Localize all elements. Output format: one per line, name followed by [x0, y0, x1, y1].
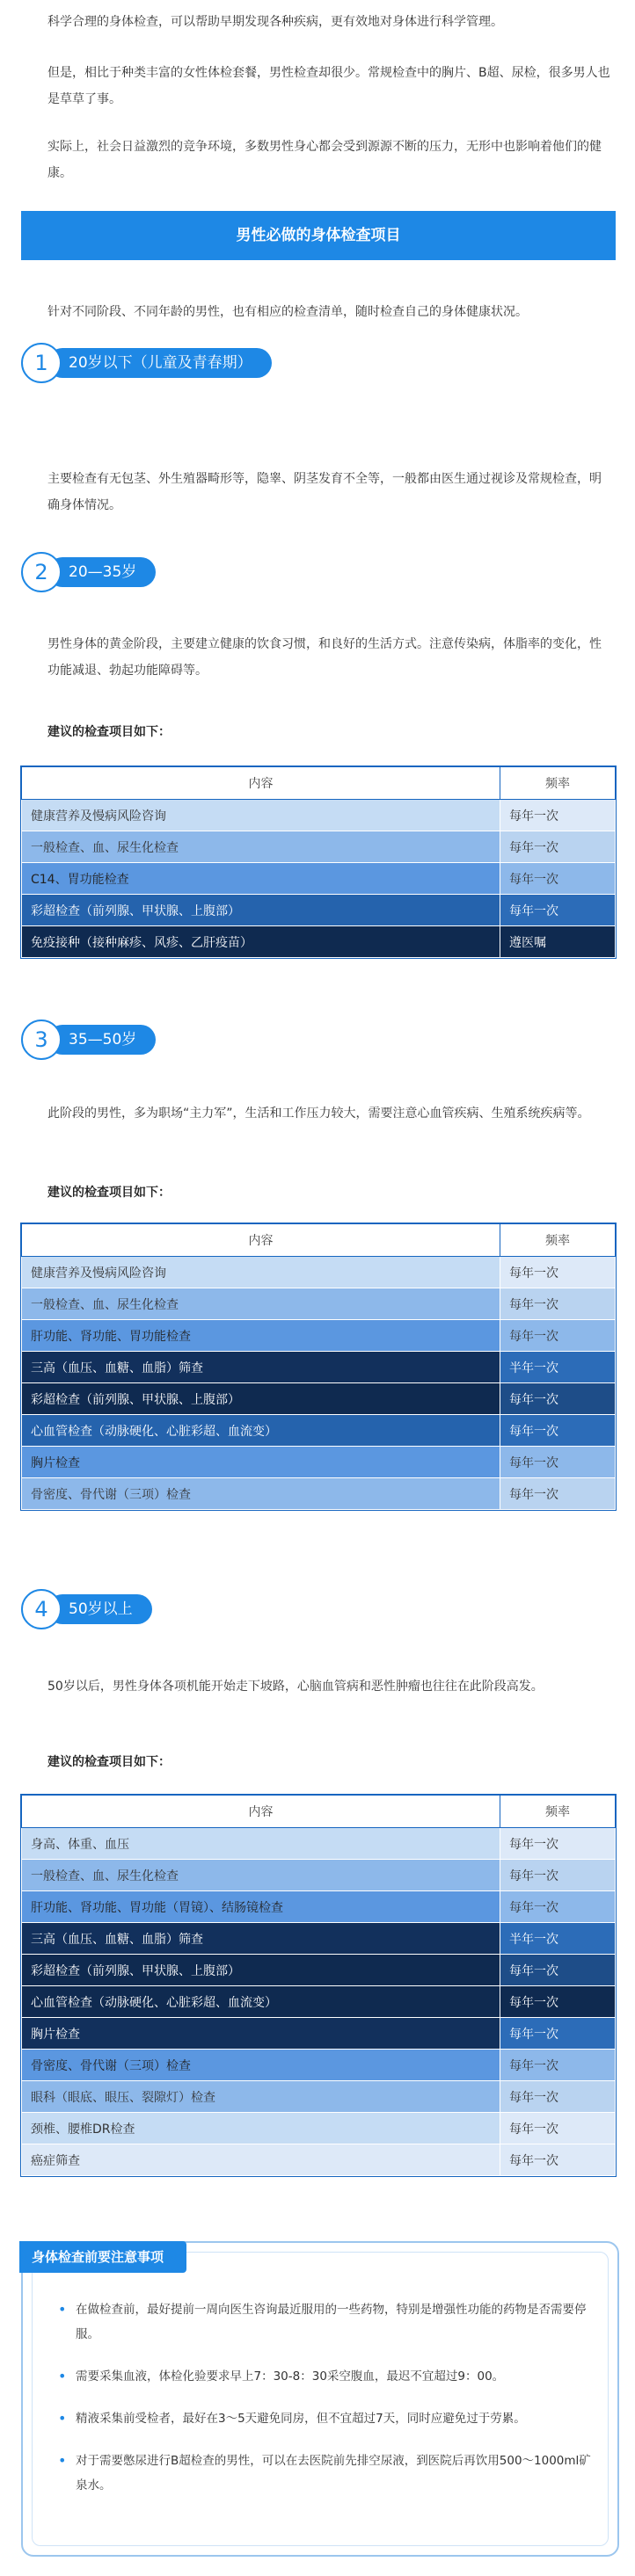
table-row	[22, 831, 616, 863]
section-desc-3: 此阶段的男性，多为职场“主力军”，生活和工作压力较大，需要注意心血管疾病、生殖系统疾病等。	[47, 1107, 590, 1121]
section-banner: 男性必做的身体检查项目	[21, 211, 616, 260]
table-header-row	[22, 1224, 616, 1257]
item-cell: 胸片检查	[22, 1447, 500, 1478]
item-cell: 骨密度、骨代谢（三项）检查	[22, 1478, 500, 1510]
notice-box	[21, 2241, 619, 2557]
section-number-3: 3	[21, 1020, 62, 1060]
intro-paragraph-3: 实际上，社会日益激烈的竞争环境，多数男性身心都会受到源源不断的压力，无形中也影响着他们的健康。	[47, 140, 602, 180]
exam-table-20-35	[21, 766, 616, 958]
notice-item: • 需要采集血液，体检化验要求早上7：30-8：30采空腹血，最迟不宜超过9：00。	[58, 2364, 595, 2389]
item-cell: 三高（血压、血糖、血脂）筛查	[22, 1352, 500, 1383]
item-cell: C14、胃功能检查	[22, 863, 500, 895]
item-cell: 胸片检查	[22, 2018, 500, 2050]
table-row	[22, 926, 616, 958]
freq-cell: 每年一次	[500, 2018, 616, 2050]
section-number-4: 4	[21, 1589, 62, 1629]
table-row	[22, 1383, 616, 1415]
freq-cell: 每年一次	[500, 1383, 616, 1415]
notice-item: • 精液采集前受检者，最好在3～5天避免同房，但不宜超过7天，同时应避免过于劳累。	[58, 2406, 595, 2431]
freq-cell: 每年一次	[500, 1257, 616, 1288]
section-desc-1: 主要检查有无包茎、外生殖器畸形等，隐睾、阴茎发育不全等，一般都由医生通过视诊及常规检查，明确身体情况。	[47, 472, 602, 512]
table-row	[22, 800, 616, 831]
table-header-row	[22, 1796, 616, 1828]
header-frequency: 频率	[500, 1796, 616, 1828]
table-row	[22, 1986, 616, 2018]
freq-cell: 每年一次	[500, 1447, 616, 1478]
table-row	[22, 1860, 616, 1891]
table-row	[22, 1891, 616, 1923]
table-row	[22, 1257, 616, 1288]
freq-cell: 每年一次	[500, 2144, 616, 2176]
section-desc-4: 50岁以后，男性身体各项机能开始走下坡路，心脑血管病和恶性肿瘤也往往在此阶段高发。	[47, 1680, 544, 1694]
table-row	[22, 2081, 616, 2113]
item-cell: 健康营养及慢病风险咨询	[22, 800, 500, 831]
header-content: 内容	[22, 1796, 500, 1828]
table-row	[22, 2018, 616, 2050]
table-row	[22, 1478, 616, 1510]
header-content: 内容	[22, 1224, 500, 1257]
item-cell: 一般检查、血、尿生化检查	[22, 1288, 500, 1320]
table-row	[22, 2113, 616, 2144]
notice-list	[58, 2297, 595, 2515]
freq-cell: 每年一次	[500, 831, 616, 863]
item-cell: 肝功能、肾功能、胃功能（胃镜）、结肠镜检查	[22, 1891, 500, 1923]
freq-cell: 每年一次	[500, 2081, 616, 2113]
table-row	[22, 1288, 616, 1320]
freq-cell: 每年一次	[500, 895, 616, 926]
section-title-1: 20岁以下（儿童及青春期）	[47, 348, 272, 378]
table-row	[22, 1320, 616, 1352]
notice-item: • 在做检查前，最好提前一周向医生咨询最近服用的一些药物，特别是增强性功能的药物是否需要停服。	[58, 2297, 595, 2347]
table-row	[22, 1447, 616, 1478]
table-subhead-4: 建议的检查项目如下：	[47, 1755, 171, 1769]
table-row	[22, 1923, 616, 1955]
table-subhead-2: 建议的检查项目如下：	[47, 725, 171, 739]
item-cell: 心血管检查（动脉硬化、心脏彩超、血流变）	[22, 1415, 500, 1447]
section-desc-2: 男性身体的黄金阶段，主要建立健康的饮食习惯，和良好的生活方式。注意传染病，体脂率的变化，性功能减退、勃起功能障碍等。	[47, 637, 602, 678]
section-title-2: 20—35岁	[47, 557, 156, 587]
item-cell: 一般检查、血、尿生化检查	[22, 1860, 500, 1891]
freq-cell: 每年一次	[500, 1288, 616, 1320]
exam-table-35-50	[21, 1223, 616, 1510]
table-row	[22, 2050, 616, 2081]
item-cell: 颈椎、腰椎DR检查	[22, 2113, 500, 2144]
section-number-1: 1	[21, 343, 62, 383]
section-number-2: 2	[21, 552, 62, 592]
freq-cell: 半年一次	[500, 1923, 616, 1955]
freq-cell: 每年一次	[500, 1860, 616, 1891]
freq-cell: 每年一次	[500, 1478, 616, 1510]
table-row	[22, 1828, 616, 1860]
item-cell: 三高（血压、血糖、血脂）筛查	[22, 1923, 500, 1955]
header-frequency: 频率	[500, 1224, 616, 1257]
table-row	[22, 2144, 616, 2176]
freq-cell: 每年一次	[500, 1891, 616, 1923]
freq-cell: 每年一次	[500, 1828, 616, 1860]
section-title-3: 35—50岁	[47, 1025, 156, 1055]
header-frequency: 频率	[500, 767, 616, 800]
freq-cell: 每年一次	[500, 1415, 616, 1447]
freq-cell: 半年一次	[500, 1352, 616, 1383]
item-cell: 一般检查、血、尿生化检查	[22, 831, 500, 863]
table-row	[22, 1415, 616, 1447]
item-cell: 彩超检查（前列腺、甲状腺、上腹部）	[22, 1383, 500, 1415]
notice-item: • 对于需要憋尿进行B超检查的男性，可以在去医院前先排空尿液，到医院后再饮用500～1000ml矿泉水。	[58, 2449, 595, 2498]
item-cell: 眼科（眼底、眼压、裂隙灯）检查	[22, 2081, 500, 2113]
table-row	[22, 863, 616, 895]
table-subhead-3: 建议的检查项目如下：	[47, 1186, 171, 1200]
table-row	[22, 1955, 616, 1986]
item-cell: 肝功能、肾功能、胃功能检查	[22, 1320, 500, 1352]
freq-cell: 每年一次	[500, 1320, 616, 1352]
table-row	[22, 895, 616, 926]
exam-table-50-plus	[21, 1795, 616, 2176]
item-cell: 彩超检查（前列腺、甲状腺、上腹部）	[22, 1955, 500, 1986]
intro-paragraph-2: 但是，相比于种类丰富的女性体检套餐，男性检查却很少。常规检查中的胸片、B超、尿检，很多男人也是草草了事。	[47, 66, 610, 106]
item-cell: 骨密度、骨代谢（三项）检查	[22, 2050, 500, 2081]
item-cell: 心血管检查（动脉硬化、心脏彩超、血流变）	[22, 1986, 500, 2018]
table-header-row	[22, 767, 616, 800]
freq-cell: 每年一次	[500, 1986, 616, 2018]
freq-cell: 遵医嘱	[500, 926, 616, 958]
item-cell: 彩超检查（前列腺、甲状腺、上腹部）	[22, 895, 500, 926]
lead-paragraph: 针对不同阶段、不同年龄的男性，也有相应的检查清单，随时检查自己的身体健康状况。	[47, 305, 528, 319]
freq-cell: 每年一次	[500, 2050, 616, 2081]
section-title-4: 50岁以上	[47, 1594, 152, 1624]
freq-cell: 每年一次	[500, 863, 616, 895]
item-cell: 癌症筛查	[22, 2144, 500, 2176]
freq-cell: 每年一次	[500, 800, 616, 831]
item-cell: 身高、体重、血压	[22, 1828, 500, 1860]
table-row	[22, 1352, 616, 1383]
header-content: 内容	[22, 767, 500, 800]
freq-cell: 每年一次	[500, 2113, 616, 2144]
notice-title: 身体检查前要注意事项	[19, 2241, 186, 2273]
item-cell: 免疫接种（接种麻疹、风疹、乙肝疫苗）	[22, 926, 500, 958]
intro-paragraph-1: 科学合理的身体检查，可以帮助早期发现各种疾病，更有效地对身体进行科学管理。	[47, 15, 503, 29]
freq-cell: 每年一次	[500, 1955, 616, 1986]
item-cell: 健康营养及慢病风险咨询	[22, 1257, 500, 1288]
